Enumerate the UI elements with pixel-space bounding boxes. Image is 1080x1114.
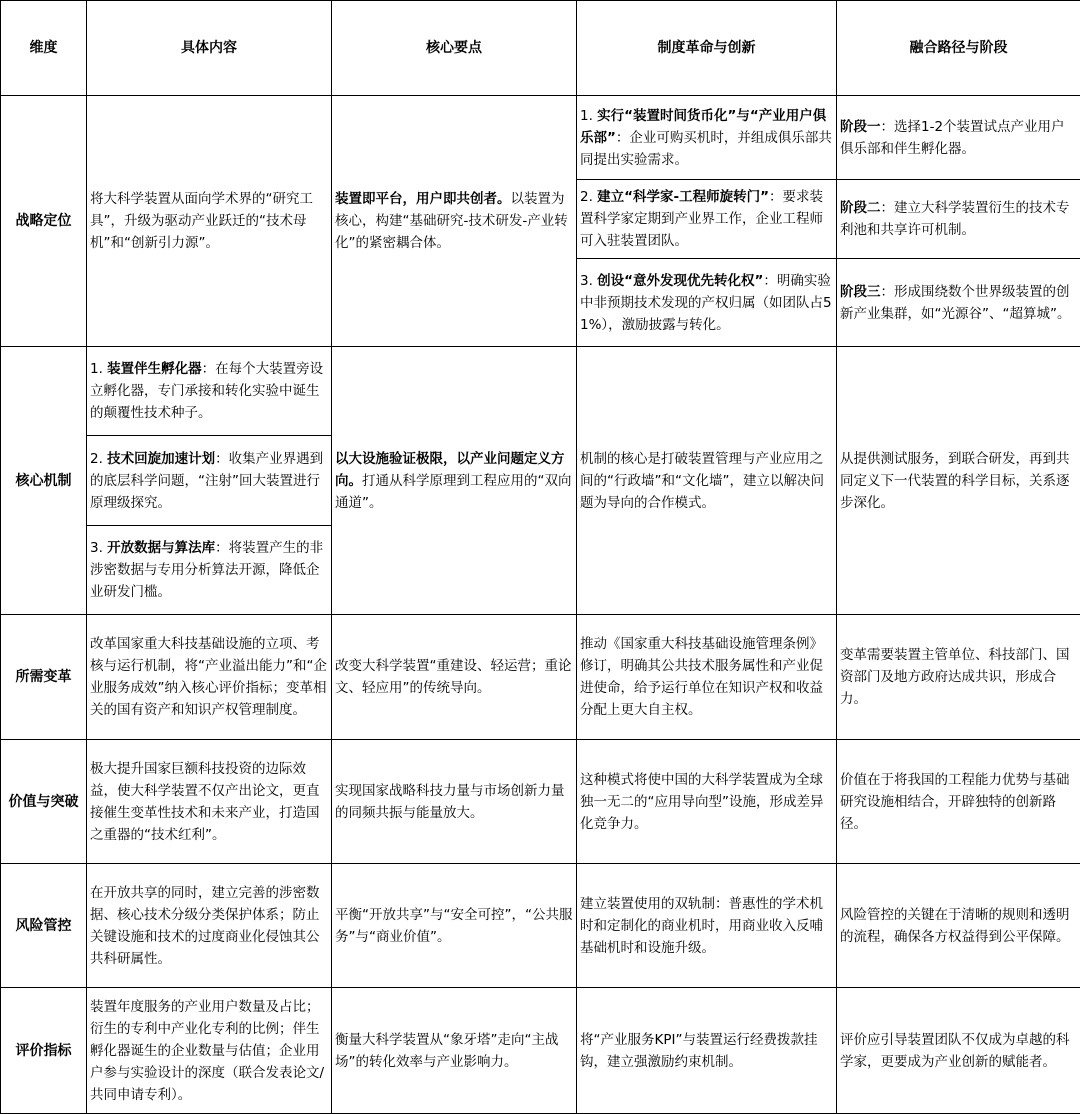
strategic-innovation-3-bold: 创设“意外发现优先转化权”: [597, 273, 763, 289]
value-path: 价值在于将我国的工程能力优势与基础研究设施相结合，开辟独特的创新路径。: [837, 740, 1080, 864]
mechanism-item-3-bold: 开放数据与算法库: [107, 540, 215, 556]
mechanism-path: 从提供测试服务，到联合研发，再到共同定义下一代装置的科学目标，关系逐步深化。: [837, 347, 1080, 615]
strategic-stage-2-bold: 阶段二: [840, 200, 881, 216]
mechanism-item-1: [87, 347, 332, 436]
row-strategic-1: [1, 96, 1080, 180]
strategic-innovation-1-text: ：企业可购买机时，并组成俱乐部共同提出实验需求。: [580, 130, 832, 168]
strategic-core: [332, 96, 577, 347]
risk-path: 风险管控的关键在于清晰的规则和透明的流程，确保各方权益得到公平保障。: [837, 864, 1080, 988]
strategic-stage-3-bold: 阶段三: [840, 284, 881, 300]
dimension-strategic: 战略定位: [1, 96, 87, 347]
mechanism-item-2-prefix: 2.: [90, 451, 107, 467]
strategic-innovation-2-bold: 建立“科学家-工程师旋转门”: [597, 189, 769, 205]
reform-content: 改革国家重大科技基础设施的立项、考核与运行机制，将“产业溢出能力”和“企业服务成效”纳入核心评价指标；变革相关的国有资产和知识产权管理制度。: [87, 615, 332, 740]
mechanism-item-3-text: ：将装置产生的非涉密数据与专用分析算法开源，降低企业研发门槛。: [90, 540, 323, 600]
mechanism-item-3-prefix: 3.: [90, 540, 107, 556]
strategic-stage-2: [837, 180, 1080, 259]
value-innovation: 这种模式将使中国的大科学装置成为全球独一无二的“应用导向型”设施，形成差异化竞争力。: [577, 740, 837, 864]
strategic-core-bold: 装置即平台，用户即共创者。: [335, 191, 511, 207]
strategic-innovation-3-text: ：明确实验中非预期技术发现的产权归属（如团队占51%），激励披露与转化。: [580, 273, 832, 333]
dimension-mechanism: 核心机制: [1, 347, 87, 615]
evaluation-path: 评价应引导装置团队不仅成为卓越的科学家，更要成为产业创新的赋能者。: [837, 988, 1080, 1114]
dimension-risk: 风险管控: [1, 864, 87, 988]
dimension-reform: 所需变革: [1, 615, 87, 740]
mechanism-item-1-prefix: 1.: [90, 361, 107, 377]
strategic-stage-1-bold: 阶段一: [840, 119, 881, 135]
strategic-innovation-1-prefix: 1.: [580, 108, 597, 124]
row-reform: [1, 615, 1080, 740]
mechanism-innovation: 机制的核心是打破装置管理与产业应用之间的“行政墙”和“文化墙”，建立以解决问题为导向的合作模式。: [577, 347, 837, 615]
row-value: [1, 740, 1080, 864]
mechanism-item-2-text: ：收集产业界遇到的底层科学问题，“注射”回大装置进行原理级探究。: [90, 451, 323, 511]
strategic-innovation-2-text: ：要求装置科学家定期到产业界工作，企业工程师可入驻装置团队。: [580, 189, 823, 249]
row-mechanism-1: [1, 347, 1080, 436]
strategic-stage-2-text: ：建立大科学装置衍生的技术专利池和共享许可机制。: [840, 200, 1070, 238]
strategic-stage-3-text: ：形成围绕数个世界级装置的创新产业集群，如“光源谷”、“超算城”。: [840, 284, 1070, 322]
strategic-innovation-1: [577, 96, 837, 180]
strategic-stage-1: [837, 96, 1080, 180]
mechanism-item-1-bold: 装置伴生孵化器: [107, 361, 202, 377]
header-innovation: 制度革命与创新: [577, 1, 837, 96]
dimension-value: 价值与突破: [1, 740, 87, 864]
mechanism-core-text: 打通从科学原理到工程应用的“双向通道”。: [335, 473, 572, 511]
strategic-core-text: 以装置为核心，构建“基础研究-技术研发-产业转化”的紧密耦合体。: [335, 191, 568, 251]
mechanism-item-2: [87, 436, 332, 526]
row-risk: [1, 864, 1080, 988]
risk-core: 平衡“开放共享”与“安全可控”，“公共服务”与“商业价值”。: [332, 864, 577, 988]
strategic-innovation-3: [577, 259, 837, 347]
strategic-innovation-3-prefix: 3.: [580, 273, 597, 289]
evaluation-content: 装置年度服务的产业用户数量及占比；衍生的专利中产业化专利的比例；伴生孵化器诞生的企业数量与估值；企业用户参与实验设计的深度（联合发表论文/共同申请专利）。: [87, 988, 332, 1114]
strategic-innovation-1-bold: 实行“装置时间货币化”与“产业用户俱乐部”: [580, 108, 826, 146]
row-evaluation: [1, 988, 1080, 1114]
mechanism-core-bold: 以大设施验证极限，以产业问题定义方向。: [335, 451, 565, 489]
mechanism-item-1-text: ：在每个大装置旁设立孵化器，专门承接和转化实验中诞生的颠覆性技术种子。: [90, 361, 323, 421]
reform-innovation: 推动《国家重大科技基础设施管理条例》修订，明确其公共技术服务属性和产业促进使命，给予运行单位在知识产权和收益分配上更大自主权。: [577, 615, 837, 740]
mechanism-item-3: [87, 526, 332, 615]
risk-innovation: 建立装置使用的双轨制：普惠性的学术机时和定制化的商业机时，用商业收入反哺基础机时和设施升级。: [577, 864, 837, 988]
strategic-content: 将大科学装置从面向学术界的“研究工具”，升级为驱动产业跃迁的“技术母机”和“创新引力源”。: [87, 96, 332, 347]
value-content: 极大提升国家巨额科技投资的边际效益，使大科学装置不仅产出论文，更直接催生变革性技术和未来产业，打造国之重器的“技术红利”。: [87, 740, 332, 864]
mechanism-core: [332, 347, 577, 615]
evaluation-core: 衡量大科学装置从“象牙塔”走向“主战场”的转化效率与产业影响力。: [332, 988, 577, 1114]
reform-path: 变革需要装置主管单位、科技部门、国资部门及地方政府达成共识，形成合力。: [837, 615, 1080, 740]
header-core: 核心要点: [332, 1, 577, 96]
header-dimension: 维度: [1, 1, 87, 96]
value-core: 实现国家战略科技力量与市场创新力量的同频共振与能量放大。: [332, 740, 577, 864]
header-path: 融合路径与阶段: [837, 1, 1080, 96]
header-content: 具体内容: [87, 1, 332, 96]
strategic-stage-1-text: ：选择1-2个装置试点产业用户俱乐部和伴生孵化器。: [840, 119, 1065, 157]
dimension-evaluation: 评价指标: [1, 988, 87, 1114]
header-row: [1, 1, 1080, 96]
risk-content: 在开放共享的同时，建立完善的涉密数据、核心技术分级分类保护体系；防止关键设施和技术的过度商业化侵蚀其公共科研属性。: [87, 864, 332, 988]
mechanism-item-2-bold: 技术回旋加速计划: [107, 451, 215, 467]
evaluation-innovation: 将“产业服务KPI”与装置运行经费拨款挂钩，建立强激励约束机制。: [577, 988, 837, 1114]
strategic-stage-3: [837, 259, 1080, 347]
strategic-innovation-2-prefix: 2.: [580, 189, 597, 205]
strategic-innovation-2: [577, 180, 837, 259]
reform-core: 改变大科学装置“重建设、轻运营；重论文、轻应用”的传统导向。: [332, 615, 577, 740]
